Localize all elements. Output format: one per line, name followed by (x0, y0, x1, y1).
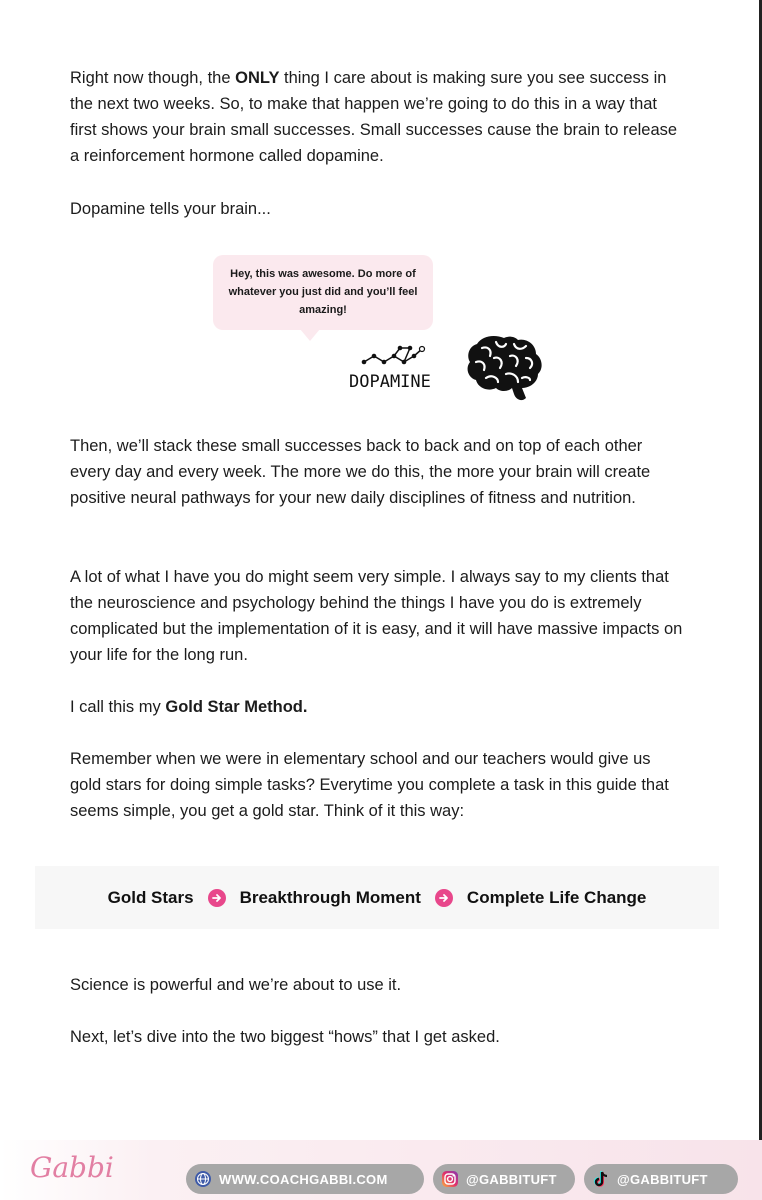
banner-step-life-change: Complete Life Change (466, 887, 647, 907)
paragraph-gold-star-method (70, 694, 685, 720)
paragraph-text: thing I care about is making sure you see success in the next two weeks. So, to make that happen we’re going to do this in a way that first shows your brain small successes. Small successes cause the brain to release a reinforcement hormone called dopamine. (70, 69, 678, 165)
paragraph-only-thing (70, 65, 685, 169)
gabbi-logo: Gabbi (30, 1151, 114, 1184)
paragraph-next-hows: Next, let’s dive into the two biggest “hows” that I get asked. (70, 1028, 500, 1046)
paragraph-science-powerful: Science is powerful and we’re about to use it. (70, 976, 402, 994)
paragraph-elementary-school: Remember when we were in elementary school and our teachers would give us gold stars for doing simple tasks? Everytime you complete a task in this guide that seems simple, you get a gold star. Think of it this way: (70, 750, 669, 820)
instagram-link[interactable] (433, 1164, 575, 1194)
tiktok-handle: @GABBITUFT (617, 1171, 708, 1187)
brain-icon (464, 332, 544, 404)
website-url: WWW.COACHGABBI.COM (219, 1171, 388, 1187)
instagram-handle: @GABBITUFT (466, 1171, 557, 1187)
paragraph-dopamine-tells: Dopamine tells your brain... (70, 200, 271, 218)
speech-bubble-tail (300, 329, 320, 341)
tiktok-link[interactable] (584, 1164, 738, 1194)
emphasis-gold-star-method: Gold Star Method. (165, 698, 308, 716)
molecule-icon (360, 340, 430, 370)
gold-star-banner (35, 866, 719, 929)
arrow-right-circle-icon (435, 889, 453, 907)
emphasis-only: ONLY (235, 69, 280, 87)
tiktok-icon (592, 1170, 610, 1188)
paragraph-text: Right now though, the (70, 69, 236, 87)
instagram-icon (441, 1170, 459, 1188)
speech-bubble (213, 255, 433, 330)
speech-bubble-text: Hey, this was awesome. Do more of whatever you just did and you’ll feel amazing! (228, 268, 418, 316)
paragraph-text: I call this my (70, 698, 166, 716)
website-link[interactable] (186, 1164, 424, 1194)
paragraph-seems-simple: A lot of what I have you do might seem very simple. I always say to my clients that the neuroscience and psychology behind the things I have you do is extremely complicated but the implementation of it is easy, and it will have massive impacts on your life for the long run. (70, 568, 683, 664)
globe-icon (194, 1170, 212, 1188)
banner-step-gold-stars: Gold Stars (107, 887, 194, 907)
dopamine-label: DOPAMINE (349, 372, 431, 392)
arrow-right-circle-icon (208, 889, 226, 907)
banner-step-breakthrough: Breakthrough Moment (239, 887, 421, 907)
paragraph-stack-successes: Then, we’ll stack these small successes back to back and on top of each other every day and every week. The more we do this, the more your brain will create positive neural pathways for your new daily disciplines of fitness and nutrition. (70, 437, 651, 507)
